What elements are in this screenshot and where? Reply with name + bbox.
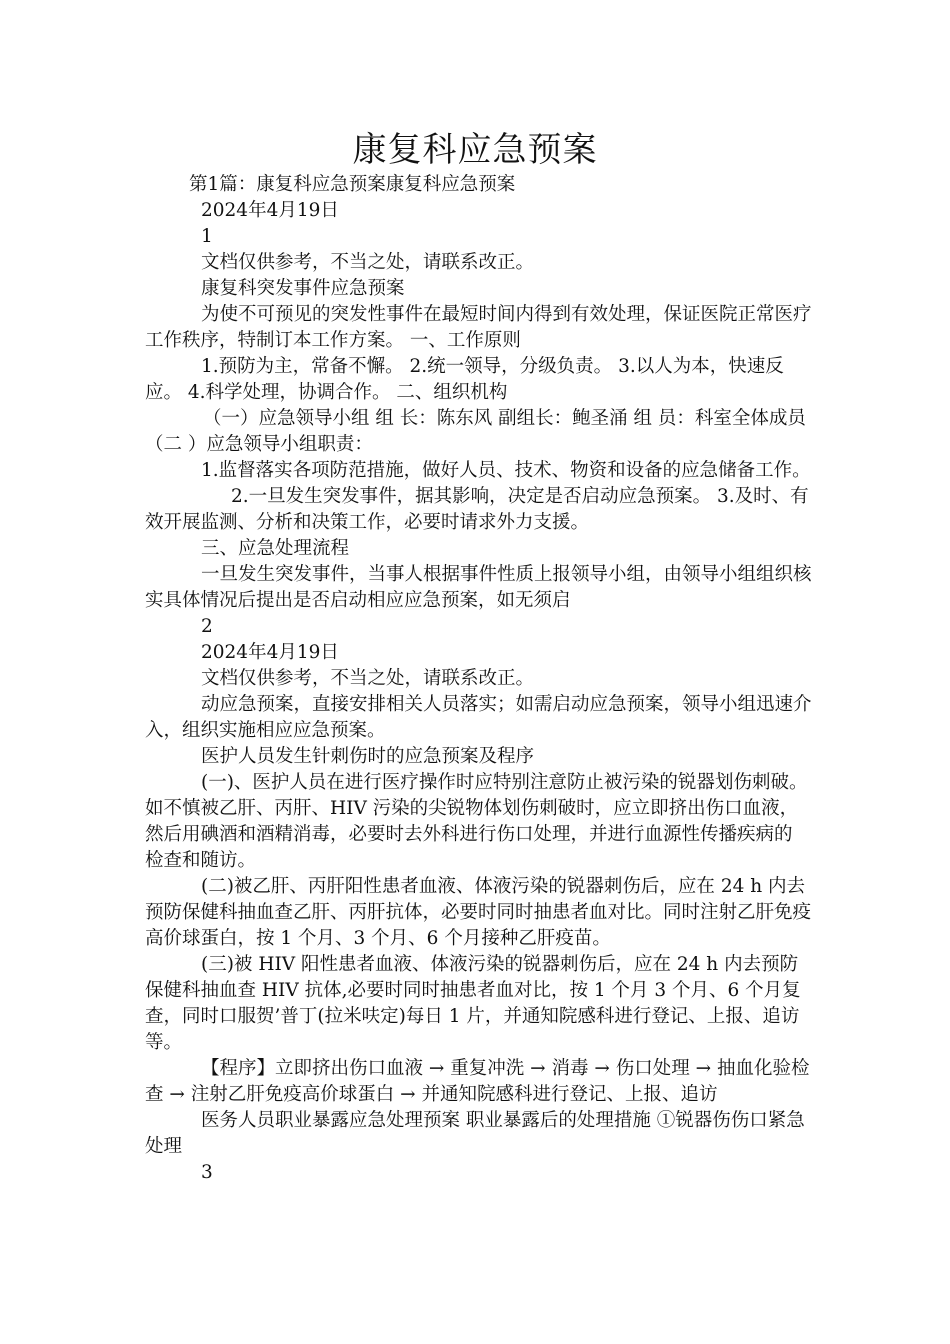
date-line: 2024年4月19日 [201,642,339,663]
page-number: 1 [201,226,213,247]
section-heading: 三、应急处理流程 [201,538,350,559]
document-body [145,172,815,1186]
body-paragraph: 一旦发生突发事件，当事人根据事件性质上报领导小组，由领导小组组织核实具体情况后提出是否启动相应应急预案，如无须启 [145,564,812,611]
procedure-paragraph: 【程序】立即挤出伤口血液 → 重复冲洗 → 消毒 → 伤口处理 → 抽血化验检查 → 注射乙肝免疫高价球蛋白 → 并通知院感科进行登记、上报、追访 [145,1058,810,1105]
date-line: 2024年4月19日 [201,200,339,221]
body-paragraph: 为使不可预见的突发性事件在最短时间内得到有效处理，保证医院正常医疗工作秩序，特制订本工作方案。 一、工作原则 [145,304,812,351]
article-heading: 第1篇：康复科应急预案康复科应急预案 [189,174,516,195]
body-paragraph: 1.监督落实各项防范措施，做好人员、技术、物资和设备的应急储备工作。 [201,460,811,481]
disclaimer-text: 文档仅供参考，不当之处，请联系改正。 [201,668,535,689]
body-paragraph: 动应急预案，直接安排相关人员落实；如需启动应急预案，领导小组迅速介入，组织实施相应应急预案。 [145,694,812,741]
page-number: 2 [201,616,213,637]
page-number: 3 [201,1162,213,1183]
section-heading: 康复科突发事件应急预案 [201,278,405,299]
body-paragraph: (一)、医护人员在进行医疗操作时应特别注意防止被污染的锐器划伤刺破。如不慎被乙肝、丙肝、HIV 污染的尖锐物体划伤刺破时，应立即挤出伤口血液，然后用碘酒和酒精消毒，必要时去外科进行伤口处理，并进行血源性传播疾病的 检查和随访。 [145,772,808,871]
body-paragraph: (三)被 HIV 阳性患者血液、体液污染的锐器刺伤后，应在 24 h 内去预防保健科抽血查 HIV 抗体,必要时同时抽患者血对比，按 1 个月 3 个月、6 个月复查，同时口服贺’普丁(拉米呋定)每日 1 片，并通知院感科进行登记、上报、追访等。 [145,954,801,1053]
body-paragraph: 1.预防为主，常备不懈。 2.统一领导，分级负责。 3.以人为本，快速反应。 4.科学处理，协调合作。 二、组织机构 [145,356,784,403]
body-paragraph: （一）应急领导小组 组 长：陈东风 副组长：鲍圣涌 组 员：科室全体成员 （二 ）应急领导小组职责： [145,408,806,455]
disclaimer-text: 文档仅供参考，不当之处，请联系改正。 [201,252,535,273]
body-paragraph: 2.一旦发生突发事件，据其影响，决定是否启动应急预案。 3.及时、有效开展监测、分析和决策工作，必要时请求外力支援。 [145,486,809,533]
section-heading: 医护人员发生针刺伤时的应急预案及程序 [201,746,535,767]
body-paragraph: 医务人员职业暴露应急处理预案 职业暴露后的处理措施 ①锐器伤伤口紧急处理 [145,1110,805,1157]
document-title: 康复科应急预案 [352,130,598,170]
body-paragraph: (二)被乙肝、丙肝阳性患者血液、体液污染的锐器刺伤后，应在 24 h 内去预防保健科抽血查乙肝、丙肝抗体，必要时同时抽患者血对比。同时注射乙肝免疫 高价球蛋白，按 1 个月、3 个月、6 个月接种乙肝疫苗。 [145,876,812,949]
